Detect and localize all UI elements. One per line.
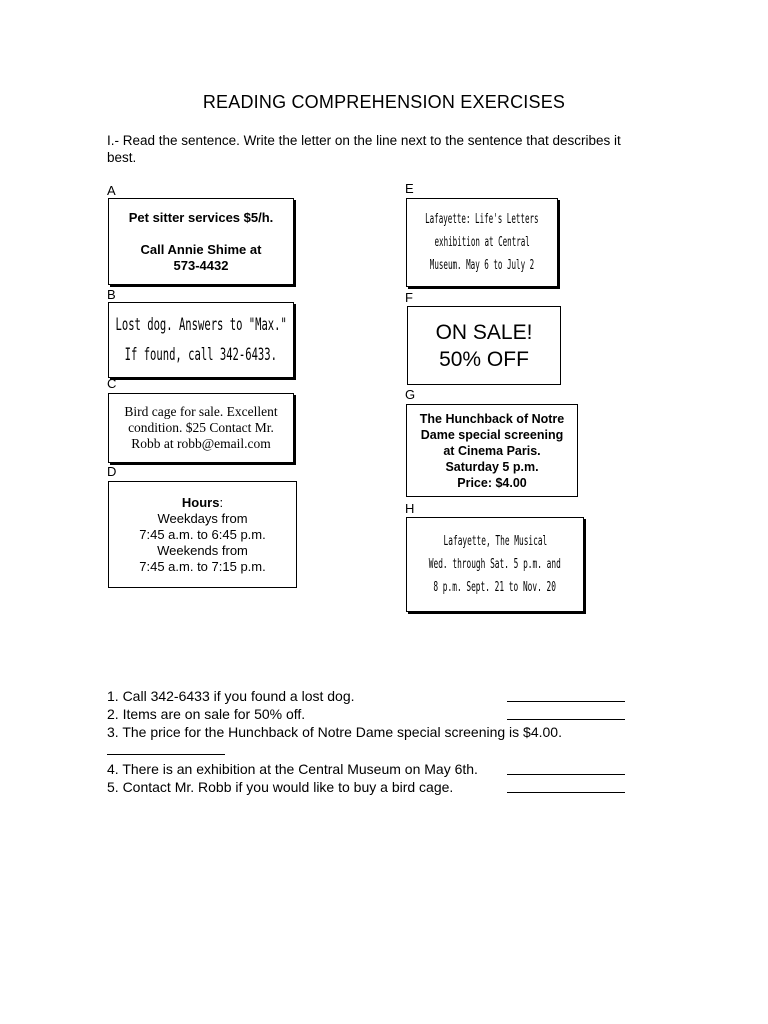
ad-f: [407, 306, 561, 385]
ad-label-c: C: [107, 376, 117, 391]
ad-g-line: Price: $4.00: [457, 475, 527, 490]
ad-d-heading-text: Hours: [181, 494, 220, 510]
ad-h: [406, 517, 584, 612]
question-item: [107, 705, 627, 723]
ad-a: [108, 198, 294, 285]
questions: [107, 687, 627, 796]
ad-d-heading: [182, 495, 223, 511]
ad-label-b: B: [107, 287, 116, 302]
ad-a-line: 573-4432: [173, 257, 229, 273]
ad-a-line: Pet sitter services $5/h.: [128, 209, 274, 225]
ad-f-line: ON SALE!: [435, 320, 533, 344]
ad-label-g: G: [405, 387, 416, 402]
ad-label-e: E: [405, 181, 414, 196]
ad-h-line: 8 p.m. Sept. 21 to Nov. 20: [433, 579, 557, 595]
answer-blank[interactable]: [107, 743, 225, 755]
ad-d-line: 7:45 a.m. to 7:15 p.m.: [139, 558, 266, 574]
ad-b-line: If found, call 342-6433.: [124, 345, 278, 365]
question-text: 3. The price for the Hunchback of Notre Dame special screening is $4.00.: [107, 724, 562, 740]
question-text: 2. Items are on sale for 50% off.: [107, 706, 306, 722]
ad-d-heading-colon: :: [219, 494, 224, 510]
question-text: 4. There is an exhibition at the Central Museum on May 6th.: [107, 761, 478, 777]
ad-e-line: exhibition at Central: [434, 235, 530, 250]
page-title: READING COMPREHENSION EXERCISES: [202, 92, 566, 112]
question-text: 5. Contact Mr. Robb if you would like to buy a bird cage.: [107, 779, 454, 795]
ad-label-a: A: [107, 183, 116, 198]
ad-d-line: Weekends from: [157, 542, 248, 558]
question-item: [107, 723, 627, 741]
question-item: [107, 778, 627, 796]
instructions: I.- Read the sentence. Write the letter on the line next to the sentence that describes it best.: [107, 133, 621, 165]
ad-e-line: Lafayette: Life's Letters: [425, 212, 539, 227]
ad-c-line: Robb at robb@email.com: [131, 436, 271, 451]
answer-blank[interactable]: [507, 781, 625, 793]
ad-h-line: Lafayette, The Musical: [443, 533, 547, 549]
ad-c-line: condition. $25 Contact Mr.: [128, 420, 274, 435]
ad-g-line: at Cinema Paris.: [443, 443, 541, 458]
answer-blank[interactable]: [507, 708, 625, 720]
ad-g: [406, 404, 578, 497]
ad-g-line: The Hunchback of Notre: [419, 411, 565, 426]
ad-f-line: 50% OFF: [439, 347, 529, 371]
ad-c: [108, 393, 294, 463]
question-item: [107, 687, 627, 705]
ad-e: [406, 198, 558, 287]
ad-b-line: Lost dog. Answers to "Max.": [115, 315, 287, 335]
ad-c-line: Bird cage for sale. Excellent: [124, 404, 278, 419]
ad-g-line: Dame special screening: [420, 427, 564, 442]
question-item: [107, 741, 627, 760]
ad-d-line: 7:45 a.m. to 6:45 p.m.: [139, 526, 266, 542]
answer-blank[interactable]: [507, 690, 625, 702]
ad-e-line: Museum. May 6 to July 2: [429, 258, 535, 273]
ad-a-line: Call Annie Shime at: [140, 241, 262, 257]
ad-label-d: D: [107, 464, 117, 479]
ad-d-line: Weekdays from: [157, 510, 248, 526]
question-text: 1. Call 342-6433 if you found a lost dog.: [107, 688, 355, 704]
question-item: [107, 760, 627, 778]
ad-label-h: H: [405, 501, 415, 516]
ad-h-line: Wed. through Sat. 5 p.m. and: [429, 556, 562, 572]
ad-g-line: Saturday 5 p.m.: [445, 459, 539, 474]
answer-blank[interactable]: [507, 763, 625, 775]
ad-label-f: F: [405, 290, 413, 305]
ad-b: [108, 302, 294, 378]
ad-d: [108, 481, 297, 588]
